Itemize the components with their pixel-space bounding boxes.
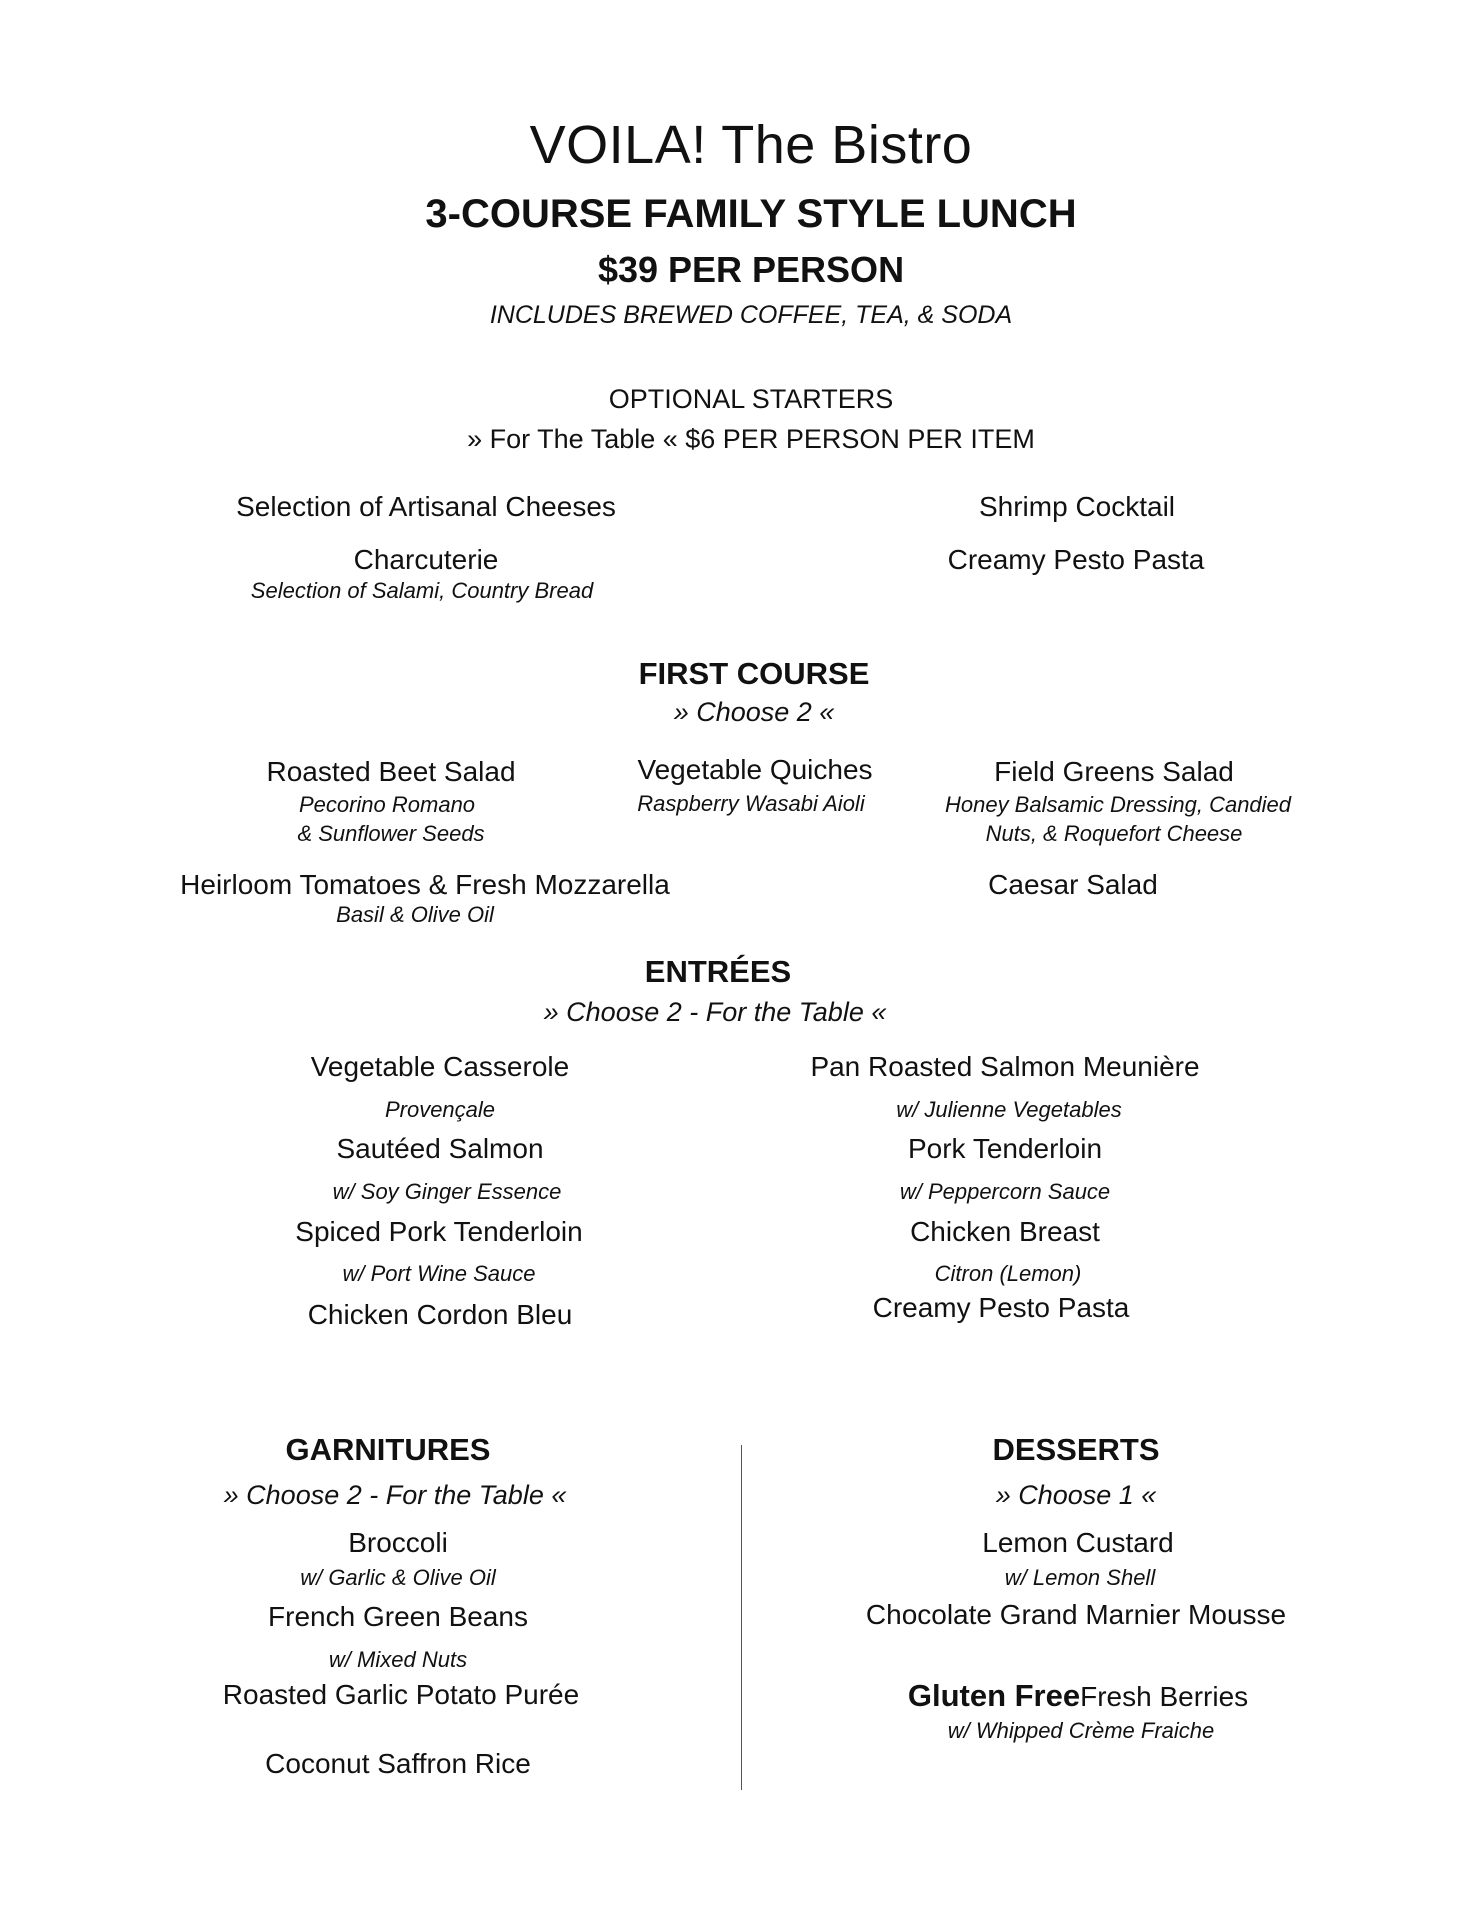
garnitures-choose: » Choose 2 - For the Table « [223,1480,567,1510]
starter-item: Charcuterie [353,544,499,575]
desserts-choose: » Choose 1 « [995,1480,1157,1510]
starters-title: OPTIONAL STARTERS [608,384,894,414]
menu-price: $39 PER PERSON [597,249,905,290]
garnitures-title: GARNITURES [285,1432,491,1467]
first-course-item-desc: Nuts, & Roquefort Cheese [985,821,1243,846]
garniture-item: Coconut Saffron Rice [265,1748,531,1779]
entree-item-desc: w/ Port Wine Sauce [342,1261,536,1286]
entree-item: Pork Tenderloin [907,1133,1103,1164]
first-course-choose: » Choose 2 « [673,697,835,727]
garniture-item: Broccoli [348,1527,448,1558]
entree-item-desc: w/ Peppercorn Sauce [899,1179,1111,1204]
garniture-item: French Green Beans [268,1601,528,1632]
starters-subtitle: » For The Table « $6 PER PERSON PER ITEM [467,424,1035,454]
entree-item: Vegetable Casserole [310,1051,570,1082]
entree-item-desc: Provençale [384,1097,496,1122]
menu-title: 3-COURSE FAMILY STYLE LUNCH [425,192,1077,236]
first-course-item-desc: & Sunflower Seeds [297,821,485,846]
entrees-choose: » Choose 2 - For the Table « [543,997,887,1027]
dessert-item: Chocolate Grand Marnier Mousse [865,1599,1287,1630]
entree-item: Chicken Breast [910,1216,1100,1247]
entree-item: Sautéed Salmon [336,1133,544,1164]
garniture-item: Roasted Garlic Potato Purée [222,1679,580,1710]
dessert-item-gluten-free [908,1680,1248,1711]
entree-item-desc: w/ Julienne Vegetables [896,1097,1122,1122]
first-course-item: Heirloom Tomatoes & Fresh Mozzarella [180,869,670,900]
first-course-item-desc: Pecorino Romano [298,792,476,817]
entree-item: Spiced Pork Tenderloin [295,1216,583,1247]
first-course-item-desc: Basil & Olive Oil [336,902,494,927]
first-course-item-desc: Raspberry Wasabi Aioli [637,791,865,816]
section-divider [741,1445,742,1790]
garniture-item-desc: w/ Garlic & Olive Oil [300,1565,496,1590]
starter-item: Selection of Artisanal Cheeses [236,491,616,522]
garniture-item-desc: w/ Mixed Nuts [328,1647,468,1672]
first-course-item: Caesar Salad [988,869,1158,900]
entree-item: Creamy Pesto Pasta [872,1292,1130,1323]
starter-item-desc: Selection of Salami, Country Bread [250,578,594,603]
gluten-free-label: Gluten Free [907,1678,1081,1713]
restaurant-name: VOILA! The Bistro [529,115,973,175]
entree-item: Chicken Cordon Bleu [307,1299,573,1330]
starter-item: Creamy Pesto Pasta [947,544,1205,575]
starter-item: Shrimp Cocktail [978,491,1176,522]
dessert-item-desc: w/ Lemon Shell [1004,1565,1156,1590]
first-course-title: FIRST COURSE [638,656,870,691]
desserts-title: DESSERTS [992,1432,1160,1467]
dessert-item: Lemon Custard [982,1527,1174,1558]
first-course-item: Roasted Beet Salad [266,756,516,787]
entree-item-desc: w/ Soy Ginger Essence [332,1179,562,1204]
dessert-item-desc: w/ Whipped Crème Fraiche [947,1718,1215,1743]
entrees-title: ENTRÉES [644,954,792,989]
first-course-item: Vegetable Quiches [637,754,873,785]
dessert-item-name: Fresh Berries [1080,1681,1249,1712]
first-course-item-desc: Honey Balsamic Dressing, Candied [944,792,1292,817]
entree-item: Pan Roasted Salmon Meunière [810,1051,1200,1082]
menu-includes: INCLUDES BREWED COFFEE, TEA, & SODA [489,301,1013,329]
first-course-item: Field Greens Salad [994,756,1234,787]
entree-item-desc: Citron (Lemon) [934,1261,1082,1286]
